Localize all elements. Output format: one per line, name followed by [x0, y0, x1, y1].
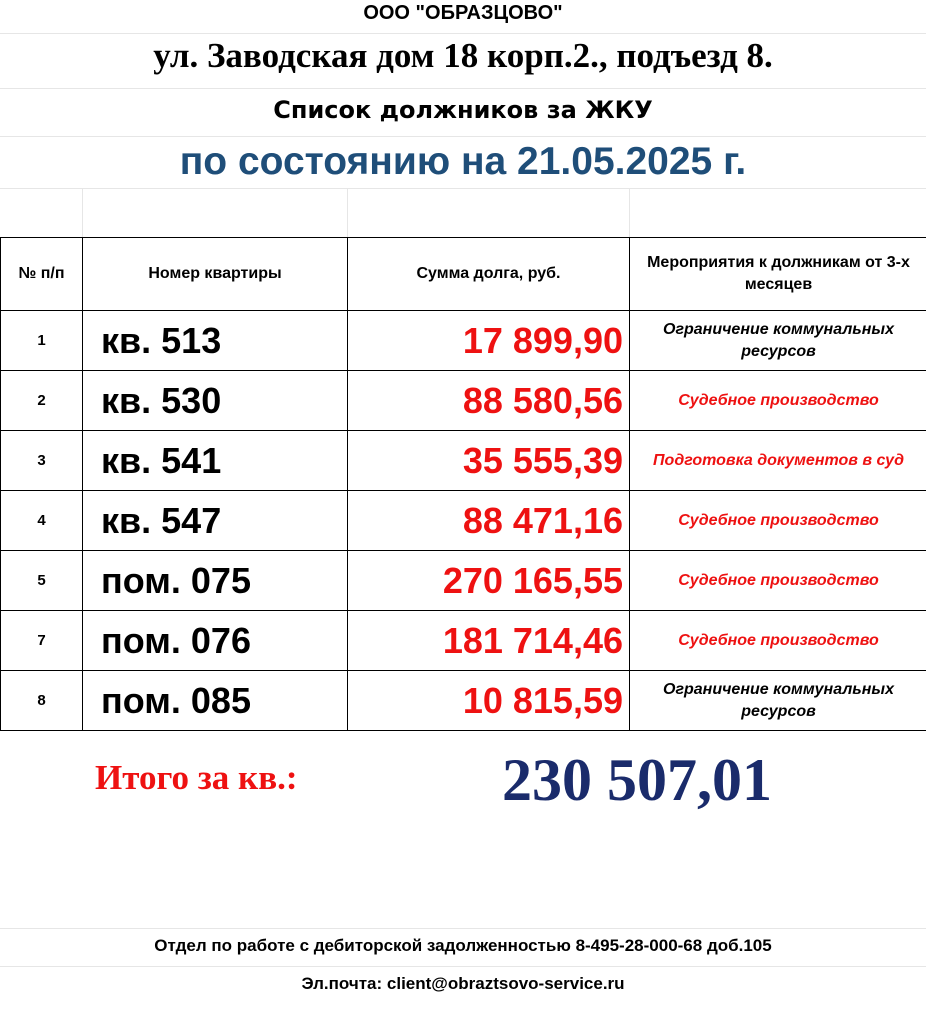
debt-amount: 10 815,59	[348, 671, 630, 731]
table-row	[1, 611, 926, 671]
column-header-debt-sum: Сумма долга, руб.	[348, 238, 630, 311]
table-row	[1, 431, 926, 491]
row-number: 5	[1, 551, 83, 611]
debtors-table	[0, 237, 926, 731]
debtor-measure: Судебное производство	[630, 491, 926, 551]
debtor-measure: Ограничение коммунальных ресурсов	[630, 311, 926, 371]
table-header-row	[1, 238, 926, 311]
table-row	[1, 491, 926, 551]
apartment-number: пом. 085	[83, 671, 348, 731]
row-number: 4	[1, 491, 83, 551]
grid-line	[0, 136, 926, 137]
table-row	[1, 551, 926, 611]
table-body	[1, 311, 926, 731]
row-number: 1	[1, 311, 83, 371]
debt-amount: 88 471,16	[348, 491, 630, 551]
list-title: Список должников за ЖКУ	[273, 96, 653, 124]
apartment-number: кв. 547	[83, 491, 348, 551]
row-number: 8	[1, 671, 83, 731]
apartment-number: пом. 075	[83, 551, 348, 611]
grid-line	[0, 88, 926, 89]
column-header-apartment: Номер квартиры	[83, 238, 348, 311]
debtor-measure: Подготовка документов в суд	[630, 431, 926, 491]
apartment-number: кв. 513	[83, 311, 348, 371]
total-value: 230 507,01	[502, 747, 772, 813]
grid-line	[629, 188, 630, 238]
debtor-measure: Судебное производство	[630, 371, 926, 431]
debtor-measure: Судебное производство	[630, 611, 926, 671]
as-of-date: по состоянию на 21.05.2025 г.	[179, 140, 747, 183]
table-row	[1, 671, 926, 731]
table-row	[1, 311, 926, 371]
apartment-number: кв. 541	[83, 431, 348, 491]
debt-amount: 35 555,39	[348, 431, 630, 491]
row-number: 3	[1, 431, 83, 491]
debtor-measure: Ограничение коммунальных ресурсов	[630, 671, 926, 731]
debt-amount: 270 165,55	[348, 551, 630, 611]
grid-line	[0, 966, 926, 967]
debt-amount: 181 714,46	[348, 611, 630, 671]
table-row	[1, 371, 926, 431]
row-number: 2	[1, 371, 83, 431]
debt-amount: 17 899,90	[348, 311, 630, 371]
grid-line	[0, 33, 926, 34]
debtor-measure: Судебное производство	[630, 551, 926, 611]
apartment-number: пом. 076	[83, 611, 348, 671]
department-contact: Отдел по работе с дебиторской задолженностью 8-495-28-000-68 доб.105	[154, 936, 772, 955]
company-name: ООО "ОБРАЗЦОВО"	[363, 2, 563, 24]
column-header-number: № п/п	[1, 238, 83, 311]
debt-amount: 88 580,56	[348, 371, 630, 431]
grid-line	[82, 188, 83, 238]
row-number: 7	[1, 611, 83, 671]
apartment-number: кв. 530	[83, 371, 348, 431]
grid-line	[0, 188, 926, 189]
total-label: Итого за кв.:	[95, 758, 298, 797]
grid-line	[347, 188, 348, 238]
column-header-measures: Мероприятия к должникам от 3-х месяцев	[630, 238, 926, 311]
email-contact: Эл.почта: client@obraztsovo-service.ru	[301, 974, 625, 993]
building-address: ул. Заводская дом 18 корп.2., подъезд 8.	[153, 36, 773, 75]
grid-line	[0, 928, 926, 929]
